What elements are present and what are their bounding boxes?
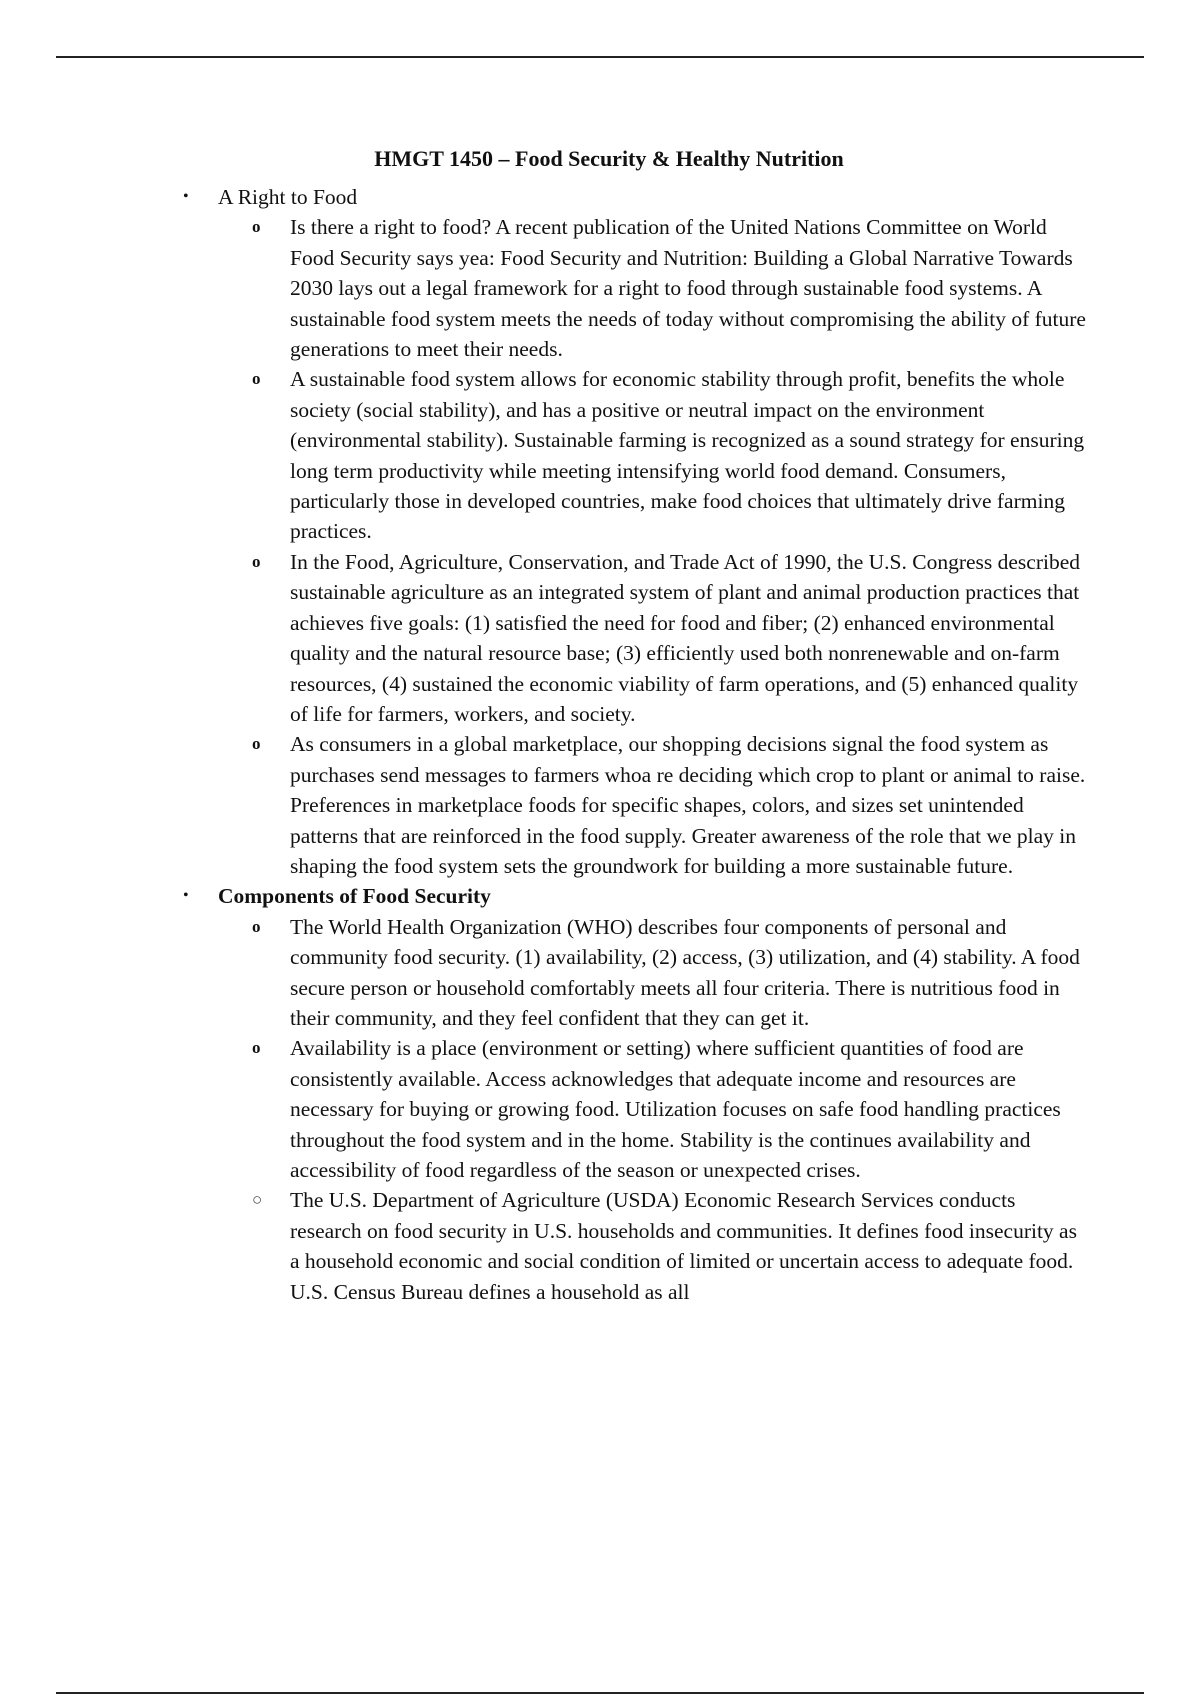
sub-list <box>218 212 1200 881</box>
paragraph-text: The World Health Organization (WHO) describes four components of personal and community food security. (1) availability, (2) access, (3) utilization, and (4) stability. A food secure person or household comfortably meets all four criteria. There is nutritious food in their community, and they feel confident that they can get it. <box>290 914 1080 1030</box>
list-item <box>252 364 1090 546</box>
section-heading: A Right to Food <box>218 185 358 209</box>
bullet-icon: • <box>183 887 189 905</box>
list-item <box>252 547 1090 729</box>
sub-list <box>218 912 1200 1307</box>
hollow-bullet-icon: o <box>252 369 261 389</box>
document-title: HMGT 1450 – Food Security & Healthy Nutrition <box>374 146 844 171</box>
hollow-bullet-icon: o <box>252 1038 261 1058</box>
hollow-bullet-icon: o <box>252 217 261 237</box>
top-rule <box>56 56 1144 58</box>
paragraph-text: Availability is a place (environment or setting) where sufficient quantities of food are consistently available. Access acknowledges that adequate income and resources are necessary for buying or growing food. Utilization focuses on safe food handling practices throughout the food system and in the home. Stability is the continues availability and accessibility of food regardless of the season or unexpected crises. <box>290 1036 1061 1182</box>
paragraph-text: A sustainable food system allows for economic stability through profit, benefits the whole society (social stability), and has a positive or neutral impact on the environment (environmental stability). Sustainable farming is recognized as a sound strategy for ensuring long term productivity while meeting intensifying world food demand. Consumers, particularly those in developed countries, make food choices that ultimately drive farming practices. <box>290 367 1085 544</box>
list-item <box>252 912 1090 1034</box>
hollow-bullet-icon: o <box>252 734 261 754</box>
outline-list <box>0 182 1200 1307</box>
section-components-of-food-security <box>0 881 1200 1307</box>
list-item <box>252 729 1090 881</box>
bottom-rule <box>56 1692 1144 1694</box>
hollow-bullet-icon: o <box>252 551 261 571</box>
hollow-bullet-icon: o <box>252 916 261 936</box>
paragraph-text: As consumers in a global marketplace, our shopping decisions signal the food system as purchases send messages to farmers whoa re deciding which crop to plant or animal to raise. Preferences in marketplace foods for specific shapes, colors, and sizes set unintended patterns that are reinforced in the food supply. Greater awareness of the role that we play in shaping the food system sets the groundwork for building a more sustainable future. <box>290 732 1086 878</box>
list-item <box>252 1033 1090 1185</box>
list-item <box>252 212 1090 364</box>
paragraph-text: In the Food, Agriculture, Conservation, and Trade Act of 1990, the U.S. Congress described sustainable agriculture as an integrated system of plant and animal production practices that achieves five goals: (1) satisfied the need for food and fiber; (2) enhanced environmental quality and the natural resource base; (3) efficiently used both nonrenewable and on-farm resources, (4) sustained the economic viability of farm operations, and (5) enhanced quality of life for farmers, workers, and society. <box>290 549 1081 726</box>
section-right-to-food <box>0 182 1200 881</box>
bullet-icon: • <box>183 188 189 205</box>
paragraph-text: Is there a right to food? A recent publication of the United Nations Committee on World Food Security says yea: Food Security and Nutrition: Building a Global Narrative Towards 2030 lays out a legal framework for a right to food through sustainable food systems. A sustainable food system meets the needs of today without compromising the ability of future generations to meet their needs. <box>290 215 1086 362</box>
section-heading: Components of Food Security <box>218 884 491 909</box>
document-body <box>0 142 1200 1307</box>
paragraph-text: The U.S. Department of Agriculture (USDA) Economic Research Services conducts research on food security in U.S. households and communities. It defines food insecurity as a household economic and social condition of limited or uncertain access to adequate food. U.S. Census Bureau defines a household as all <box>290 1188 1077 1304</box>
hollow-bullet-icon: ○ <box>252 1190 263 1210</box>
list-item <box>252 1185 1090 1307</box>
